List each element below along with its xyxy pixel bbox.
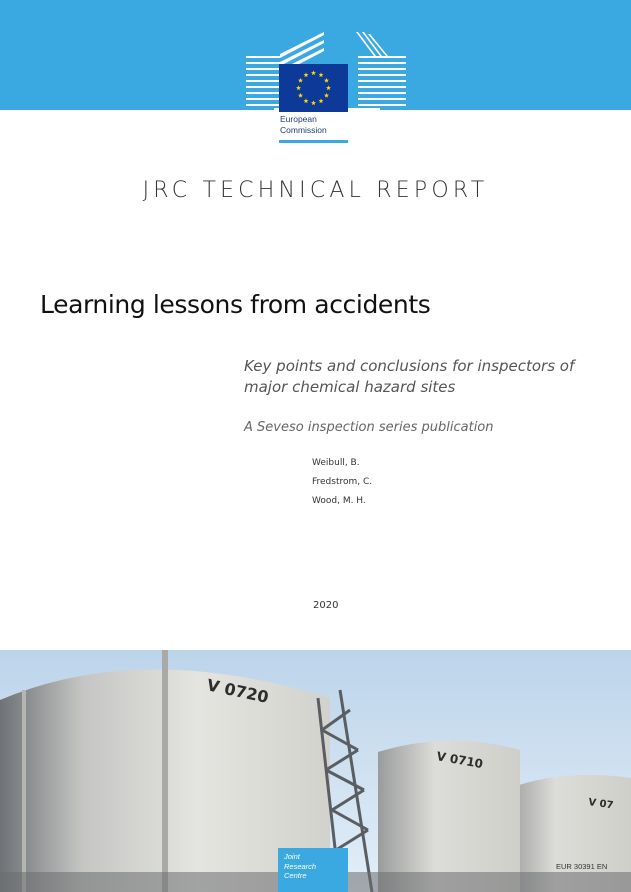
author-list	[312, 458, 372, 515]
logo-underline	[279, 140, 348, 143]
org-name-line1: European	[280, 114, 317, 124]
org-name	[280, 114, 327, 136]
tank-label: V 0720	[205, 675, 271, 707]
eur-report-number: EUR 30391 EN	[556, 862, 608, 871]
author: Fredstrom, C.	[312, 477, 373, 487]
document-title: Learning lessons from accidents	[40, 290, 431, 319]
tank-label: V 07	[587, 797, 615, 812]
report-type-heading: JRC TECHNICAL REPORT	[142, 178, 489, 203]
jrc-name-line2: Research	[284, 861, 317, 871]
european-commission-logo	[244, 32, 410, 144]
tank-label: V 0710	[435, 749, 485, 772]
org-name-line2: Commission	[280, 125, 327, 135]
jrc-name	[284, 852, 316, 881]
jrc-name-line3: Centre	[284, 871, 307, 880]
author: Wood, M. H.	[312, 496, 366, 506]
series-label: A Seveso inspection series publication	[244, 420, 494, 435]
author: Weibull, B.	[312, 458, 360, 468]
subtitle-line2: major chemical hazard sites	[244, 378, 456, 396]
jrc-logo-box	[278, 848, 348, 892]
document-subtitle	[244, 356, 584, 398]
commission-building-icon	[244, 32, 410, 144]
subtitle-line1: Key points and conclusions for inspectors of	[244, 357, 575, 375]
publication-year: 2020	[313, 600, 339, 611]
jrc-name-line1: Joint	[284, 852, 300, 861]
